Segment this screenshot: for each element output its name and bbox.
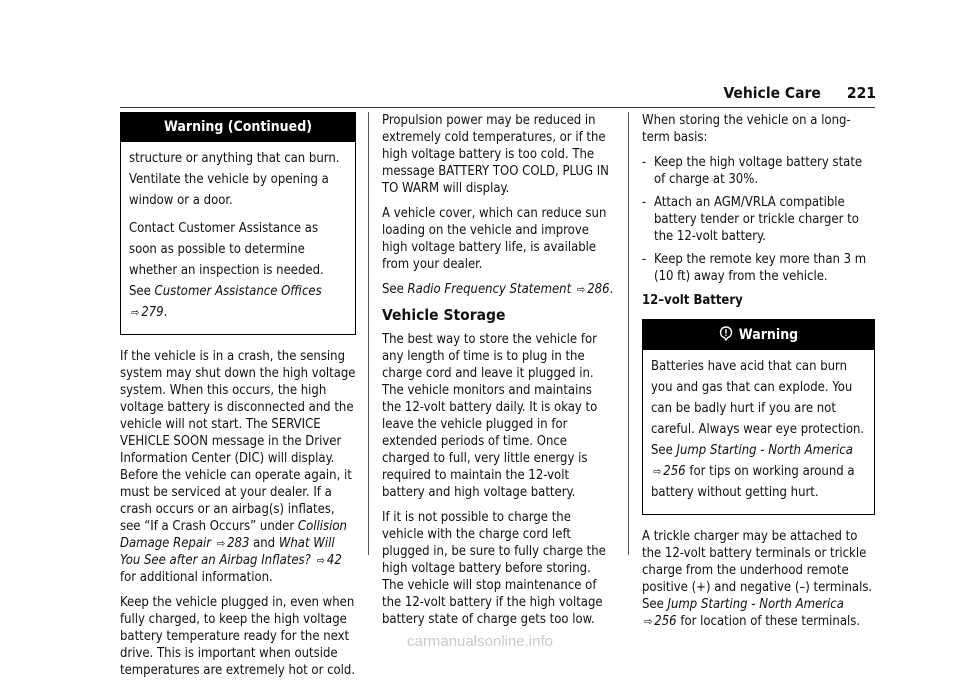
warning-title: Warning [643, 320, 874, 350]
warning-box [642, 319, 875, 515]
section-title: Vehicle Care [723, 84, 821, 102]
paragraph: Keep the vehicle plugged in, even when fully charged, to keep the high voltage battery temperature ready for the next drive. This is important when outside temperatures are extremely hot or cold. [120, 595, 356, 678]
page-reference[interactable]: 256 [663, 464, 686, 479]
page-arrow-icon: ⇨ [316, 554, 325, 567]
cross-reference-link[interactable]: Radio Frequency Statement [407, 282, 572, 297]
page-arrow-icon: ⇨ [216, 537, 226, 550]
page-arrow-icon: ⇨ [644, 615, 653, 628]
column-3 [642, 112, 875, 638]
header-rule [120, 107, 875, 108]
page-reference[interactable]: 42 [326, 553, 342, 568]
subsection-heading: 12–volt Battery [642, 293, 743, 308]
column-1 [120, 112, 356, 687]
warning-body [121, 142, 355, 334]
paragraph: If it is not possible to charge the vehicle with the charge cord left plugged in, be sure to fully charge the high voltage battery before storing. The vehicle will stop maintenance of the 12-volt battery if the high voltage battery state of charge gets too low. [382, 510, 606, 627]
paragraph: When storing the vehicle on a long-term basis: [642, 113, 851, 145]
watermark: carmanualsonline.info [407, 633, 553, 650]
column-2 [382, 112, 614, 636]
storage-list [642, 154, 875, 285]
warning-icon [719, 326, 733, 341]
cross-reference-link[interactable]: What Will You See after an Airbag Inflates? [120, 536, 335, 568]
column-divider [368, 112, 369, 555]
page-number: 221 [846, 84, 876, 102]
paragraph: If the vehicle is in a crash, the sensing system may shut down the high voltage system. When this occurs, the high voltage battery is disconnected and the vehicle will not start. The SERVICE VEHICLE SOON message in the Driver Information Center (DIC) will display. Before the vehicle can operate again, it must be serviced at your dealer. If a crash occurs or an airbag(s) inflates, see “If a Crash Occurs” under Collision Damage Repair ⇨ 283 and What Will You See after an Airbag Inflates? ⇨ 42 for additional information. [120, 349, 356, 585]
paragraph: See Radio Frequency Statement ⇨ 286. [382, 282, 614, 297]
page-reference[interactable]: 286 [587, 282, 610, 297]
column-divider [628, 112, 629, 555]
list-item: - Attach an AGM/VRLA compatible battery tender or trickle charger to the 12-volt battery. [642, 195, 859, 244]
warning-text: Batteries have acid that can burn you and gas that can explode. You can be badly hurt if you are not careful. Always wear eye protection. See Jump Starting - North America ⇨ 256 for tips on working around a battery without getting hurt. [651, 359, 865, 500]
cross-reference-link[interactable]: Jump Starting - North America [667, 597, 844, 612]
paragraph: A vehicle cover, which can reduce sun loading on the vehicle and improve high voltage battery life, is available from your dealer. [382, 206, 607, 272]
paragraph: The best way to store the vehicle for any length of time is to plug in the charge cord and leave it plugged in. The vehicle monitors and maintains the 12-volt battery daily. It is okay to leave the vehicle plugged in for extended periods of time. Once charged to full, very little energy is required to maintain the 12-volt battery and high voltage battery. [382, 332, 598, 500]
cross-reference-link[interactable]: Customer Assistance Offices [154, 284, 322, 299]
cross-reference-link[interactable]: Jump Starting - North America [676, 443, 853, 458]
cross-reference-link[interactable]: Collision Damage Repair [120, 519, 347, 551]
page-header [723, 84, 876, 102]
page-arrow-icon: ⇨ [653, 465, 662, 478]
warning-title: Warning (Continued) [121, 113, 355, 142]
section-heading: Vehicle Storage [382, 306, 506, 324]
page-arrow-icon: ⇨ [131, 306, 140, 319]
page-reference[interactable]: 283 [227, 536, 250, 551]
warning-text: structure or anything that can burn. Ventilate the vehicle by opening a window or a door. [129, 151, 340, 208]
page-reference[interactable]: 256 [654, 614, 677, 629]
page-arrow-icon: ⇨ [576, 283, 586, 296]
page-reference[interactable]: 279 [141, 305, 164, 320]
paragraph: Propulsion power may be reduced in extremely cold temperatures, or if the high voltage battery is too cold. The message BATTERY TOO COLD, PLUG IN TO WARM will display. [382, 113, 609, 196]
warning-text: Contact Customer Assistance as soon as possible to determine whether an inspection is needed. See Customer Assistance Offices ⇨ 279. [129, 221, 324, 320]
list-item: - Keep the remote key more than 3 m (10 ft) away from the vehicle. [642, 252, 867, 284]
paragraph: A trickle charger may be attached to the 12-volt battery terminals or trickle charge from the underhood remote positive (+) and negative (–) terminals. See Jump Starting - North America ⇨ 256 for location of these terminals. [642, 529, 873, 629]
list-item: - Keep the high voltage battery state of charge at 30%. [642, 155, 863, 187]
warning-box-continued [120, 112, 356, 335]
warning-body [643, 350, 874, 514]
